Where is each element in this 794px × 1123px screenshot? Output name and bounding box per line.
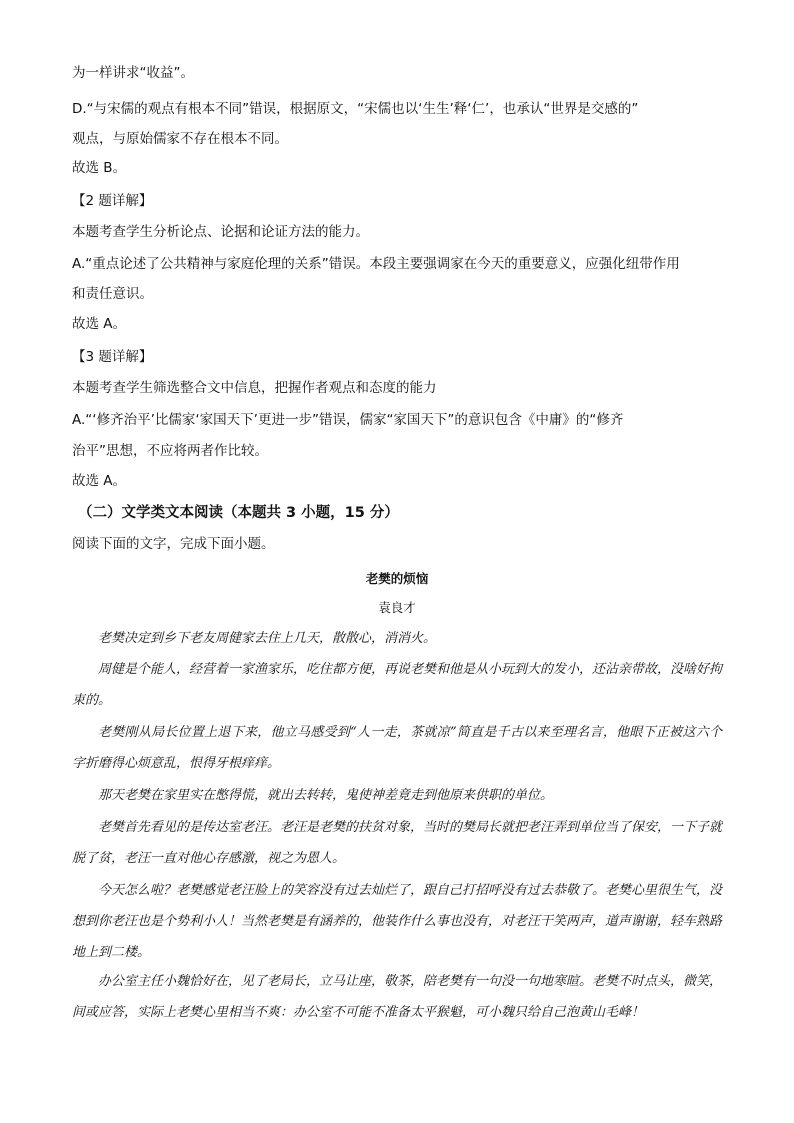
- story-paragraph: 老樊决定到乡下老友周健家去住上几天，散散心，消消火。: [98, 631, 437, 646]
- q2-header: 【2 题详解】: [72, 193, 153, 209]
- story-paragraph: 老樊首先看见的是传达室老汪。老汪是老樊的扶贫对象，当时的樊局长就把老汪弄到单位当了保安，一下子就脱了贫，老汪一直对他心存感激，视之为恩人。: [72, 820, 723, 866]
- q2-answer: 故选 A。: [72, 316, 127, 332]
- q3-header: 【3 题详解】: [72, 349, 153, 365]
- story-paragraph: 老樊刚从局长位置上退下来，他立马感受到“人一走，茶就凉”简直是千古以来至理名言，他眼下正被这六个字折磨得心烦意乱，恨得牙根痒痒。: [72, 725, 722, 771]
- analysis-line-continued: 为一样讲求“收益”。: [72, 65, 194, 81]
- q2-intro: 本题考查学生分析论点、论据和论证方法的能力。: [72, 224, 369, 240]
- q3-option-line-1: A.“‘修齐治平’比儒家‘家国天下’更进一步”错误，儒家“家国天下”的意识包含《中庸》的“修齐: [72, 412, 624, 428]
- q1-answer: 故选 B。: [72, 160, 127, 176]
- story-paragraph: 办公室主任小魏恰好在，见了老局长，立马让座，敬茶，陪老樊有一句没一句地寒暄。老樊不时点头，微笑，间或应答，实际上老樊心里相当不爽：办公室不可能不准备太平猴魁，可小魏只给自己泡黄山毛峰！: [72, 974, 723, 1020]
- q3-answer: 故选 A。: [72, 473, 127, 489]
- option-d-line-2: 观点，与原始儒家不存在根本不同。: [72, 131, 288, 147]
- section-instruction: 阅读下面的文字，完成下面小题。: [72, 536, 275, 552]
- q2-option-line-1: A.“重点论述了公共精神与家庭伦理的关系”错误。本段主要强调家在今天的重要意义，应强化纽带作用: [72, 256, 680, 272]
- q3-intro: 本题考查学生筛选整合文中信息，把握作者观点和态度的能力: [72, 380, 437, 396]
- story-paragraph: 周健是个能人，经营着一家渔家乐，吃住都方便，再说老樊和他是从小玩到大的发小，还沾亲带故，没啥好拘束的。: [72, 662, 723, 708]
- q2-option-line-2: 和责任意识。: [72, 286, 153, 302]
- option-d-line-1: D.“与宋儒的观点有根本不同”错误，根据原文，“宋儒也以‘生生’释‘仁’，也承认“世界是交感的”: [72, 101, 639, 117]
- story-author: 袁良才: [378, 600, 416, 615]
- story-paragraph: 今天怎么啦？老樊感觉老汪脸上的笑容没有过去灿烂了，跟自己打招呼没有过去恭敬了。老樊心里很生气，没想到你老汪也是个势利小人！当然老樊是有涵养的，他装作什么事也没有，对老汪干笑两声，道声谢谢，轻车熟路地上到二楼。: [72, 883, 723, 960]
- story-paragraph: 那天老樊在家里实在憋得慌，就出去转转，鬼使神差竟走到他原来供职的单位。: [98, 788, 554, 803]
- section-heading: （二）文学类文本阅读（本题共 3 小题，15 分）: [78, 505, 399, 521]
- q3-option-line-2: 治平”思想，不应将两者作比较。: [72, 443, 268, 459]
- story-title: 老樊的烦恼: [365, 571, 429, 586]
